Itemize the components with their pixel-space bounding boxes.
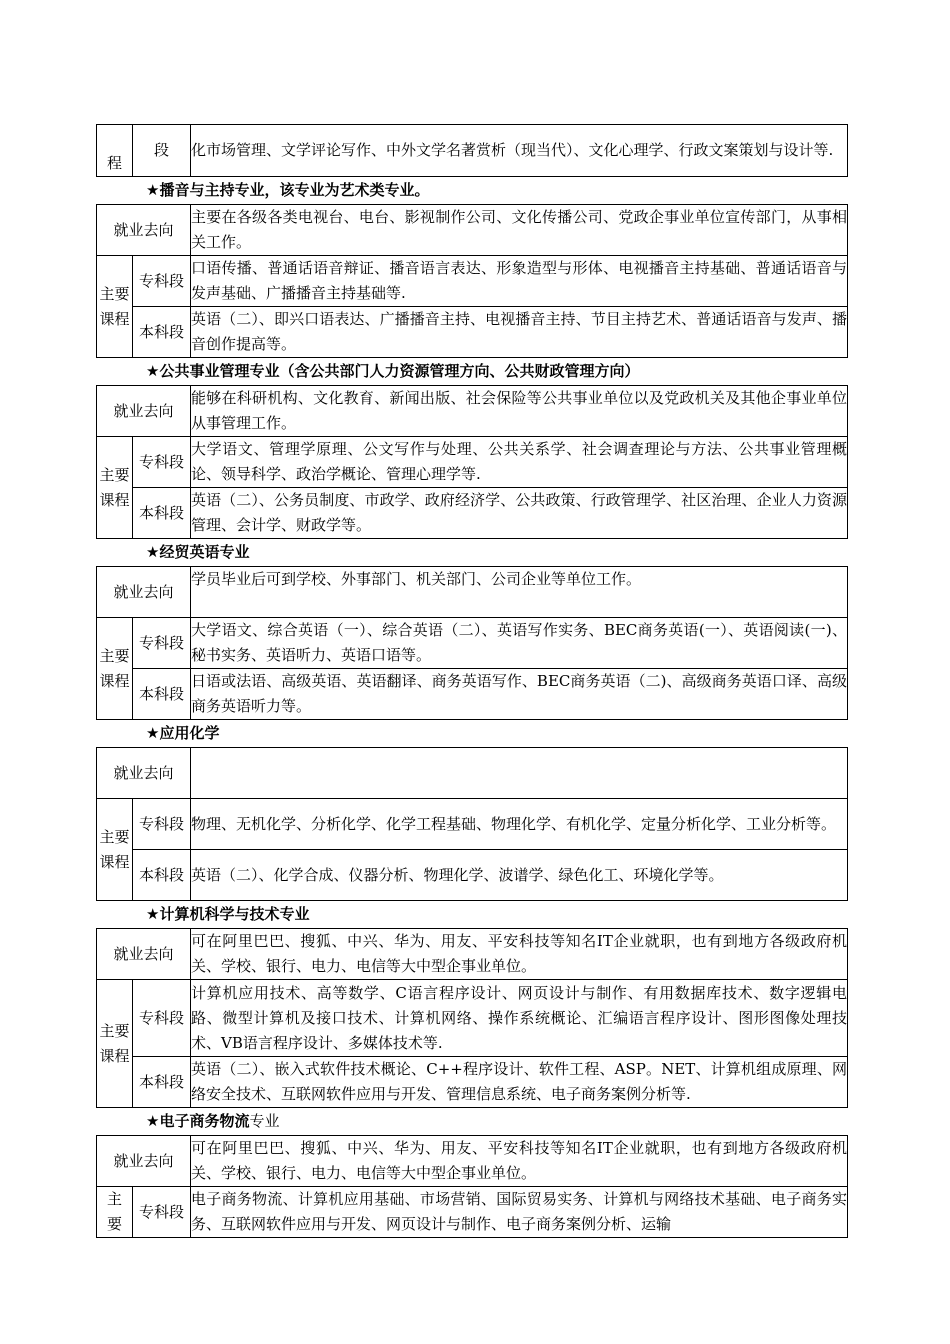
employment-label: 就业去向 <box>97 205 191 256</box>
main-course-label: 主要课程 <box>97 799 133 901</box>
table-top-fragment <box>96 124 848 177</box>
bachelor-courses: 英语（二）、化学合成、仪器分析、物理化学、波谱学、绿色化工、环境化学等。 <box>191 850 848 901</box>
section-heading: ★公共事业管理专业（含公共部门人力资源管理方向、公共财政管理方向） <box>146 362 640 380</box>
bachelor-courses: 英语（二）、即兴口语表达、广播播音主持、电视播音主持、节目主持艺术、普通话语音与发声、播音创作提高等。 <box>191 307 848 358</box>
section-heading: ★应用化学 <box>146 724 220 742</box>
main-course-label: 主 要 <box>97 1187 133 1238</box>
main-course-label <box>97 125 133 177</box>
associate-courses: 电子商务物流、计算机应用基础、市场营销、国际贸易实务、计算机与网络技术基础、电子商务实务、互联网软件应用与开发、网页设计与制作、电子商务案例分析、运输 <box>191 1187 848 1238</box>
stage-label: 段 <box>133 125 191 177</box>
employment-content: 学员毕业后可到学校、外事部门、机关部门、公司企业等单位工作。 <box>191 567 848 618</box>
associate-courses: 物理、无机化学、分析化学、化学工程基础、物理化学、有机化学、定量分析化学、工业分析等。 <box>191 799 848 850</box>
bachelor-stage-label: 本科段 <box>133 307 191 358</box>
employment-label: 就业去向 <box>97 748 191 799</box>
course-content: 化市场管理、文学评论写作、中外文学名著赏析（现当代）、文化心理学、行政文案策划与设计等. <box>191 125 848 177</box>
associate-stage-label: 专科段 <box>133 256 191 307</box>
major-table <box>96 928 848 1108</box>
section-heading: ★经贸英语专业 <box>146 543 250 561</box>
main-course-char: 程 <box>106 154 122 172</box>
bachelor-courses: 英语（二）、嵌入式软件技术概论、C++程序设计、软件工程、ASP。NET、计算机组成原理、网络安全技术、互联网软件应用与开发、管理信息系统、电子商务案例分析等. <box>191 1057 848 1108</box>
associate-stage-label: 专科段 <box>133 980 191 1057</box>
major-table <box>96 1135 848 1238</box>
employment-content: 可在阿里巴巴、搜狐、中兴、华为、用友、平安科技等知名IT企业就职，也有到地方各级政府机关、学校、银行、电力、电信等大中型企事业单位。 <box>191 929 848 980</box>
employment-content: 能够在科研机构、文化教育、新闻出版、社会保险等公共事业单位以及党政机关及其他企事业单位从事管理工作。 <box>191 386 848 437</box>
associate-courses: 大学语文、管理学原理、公文写作与处理、公共关系学、社会调查理论与方法、公共事业管理概论、领导科学、政治学概论、管理心理学等. <box>191 437 848 488</box>
associate-stage-label: 专科段 <box>133 799 191 850</box>
main-course-label: 主要课程 <box>97 437 133 539</box>
employment-content: 可在阿里巴巴、搜狐、中兴、华为、用友、平安科技等知名IT企业就职，也有到地方各级政府机关、学校、银行、电力、电信等大中型企事业单位。 <box>191 1136 848 1187</box>
associate-courses: 口语传播、普通话语音辩证、播音语言表达、形象造型与形体、电视播音主持基础、普通话语音与发声基础、广播播音主持基础等. <box>191 256 848 307</box>
employment-label: 就业去向 <box>97 929 191 980</box>
section-heading: ★电子商务物流专业 <box>146 1112 280 1130</box>
major-table <box>96 385 848 539</box>
employment-label: 就业去向 <box>97 386 191 437</box>
major-table <box>96 204 848 358</box>
main-course-label: 主要课程 <box>97 256 133 358</box>
major-table <box>96 747 848 901</box>
bachelor-courses: 日语或法语、高级英语、英语翻译、商务英语写作、BEC商务英语（二)、高级商务英语口译、高级商务英语听力等。 <box>191 669 848 720</box>
associate-courses: 大学语文、综合英语（一）、综合英语（二）、英语写作实务、BEC商务英语(一）、英语阅读(一)、秘书实务、英语听力、英语口语等。 <box>191 618 848 669</box>
bachelor-stage-label: 本科段 <box>133 488 191 539</box>
section-heading: ★播音与主持专业，该专业为艺术类专业。 <box>146 181 430 199</box>
associate-courses: 计算机应用技术、高等数学、C语言程序设计、网页设计与制作、有用数据库技术、数字逻辑电路、微型计算机及接口技术、计算机网络、操作系统概论、汇编语言程序设计、图形图像处理技术、VB语言程序设计、多媒体技术等. <box>191 980 848 1057</box>
associate-stage-label: 专科段 <box>133 437 191 488</box>
employment-content: 主要在各级各类电视台、电台、影视制作公司、文化传播公司、党政企事业单位宣传部门，从事相关工作。 <box>191 205 848 256</box>
associate-stage-label: 专科段 <box>133 618 191 669</box>
employment-label: 就业去向 <box>97 567 191 618</box>
employment-label: 就业去向 <box>97 1136 191 1187</box>
main-course-label: 主要课程 <box>97 980 133 1108</box>
associate-stage-label: 专科段 <box>133 1187 191 1238</box>
main-course-label: 主要课程 <box>97 618 133 720</box>
bachelor-courses: 英语（二）、公务员制度、市政学、政府经济学、公共政策、行政管理学、社区治理、企业人力资源管理、会计学、财政学等。 <box>191 488 848 539</box>
employment-content <box>191 748 848 799</box>
major-table <box>96 566 848 720</box>
document-page <box>96 124 848 1238</box>
section-heading: ★计算机科学与技术专业 <box>146 905 310 923</box>
bachelor-stage-label: 本科段 <box>133 850 191 901</box>
bachelor-stage-label: 本科段 <box>133 1057 191 1108</box>
bachelor-stage-label: 本科段 <box>133 669 191 720</box>
